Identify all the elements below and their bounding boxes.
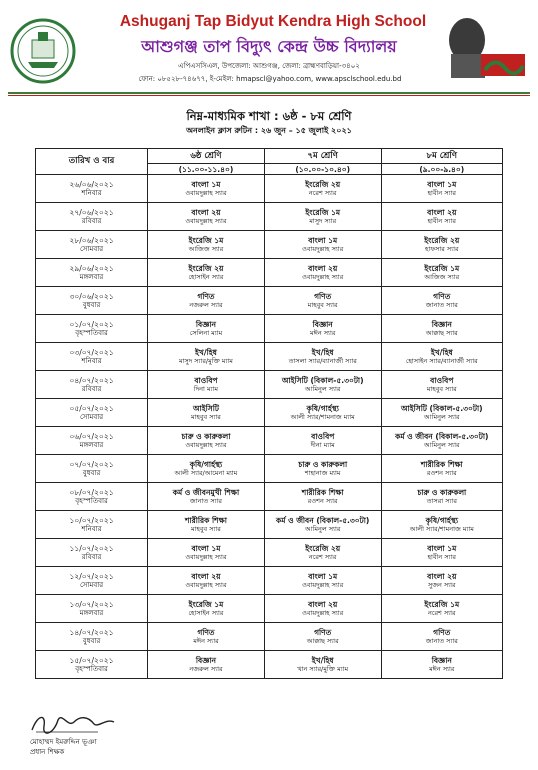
teacher-name: আক্কাছ স্যার: [306, 636, 339, 645]
subject-cell: [264, 231, 381, 259]
subject-cell: [381, 427, 502, 455]
subject-cell: [264, 371, 381, 399]
subject-name: বাংলা ২য়: [427, 207, 457, 217]
day-header-label: ও বার: [93, 156, 115, 166]
teacher-name: হোসাইন স্যার: [188, 608, 224, 617]
teacher-name: ওবায়দুল্লাহ স্যার: [185, 580, 227, 589]
subject-name: বাংলা ১ম: [427, 543, 457, 553]
subject-cell: [148, 175, 265, 203]
date-cell: [36, 567, 148, 595]
weekday-value: শনিবার: [81, 188, 102, 197]
teacher-name: শাহানাজ ম্যাম: [304, 468, 341, 477]
teacher-name: হাফসার স্যার: [425, 244, 459, 253]
teacher-name: খান স্যার/মুক্তি ম্যাম: [297, 664, 349, 673]
subject-name: কর্ম ও জীবনমুখী শিক্ষা: [172, 487, 240, 497]
subject-cell: [381, 455, 502, 483]
teacher-name: জানাত স্যার: [189, 496, 222, 505]
subject-name: শারীরিক শিক্ষা: [420, 459, 463, 469]
header-divider-accent: [8, 95, 530, 96]
routine-row: [36, 595, 503, 623]
routine-row: [36, 175, 503, 203]
teacher-name: নরেশ স্যার: [427, 608, 456, 617]
date-cell: [36, 203, 148, 231]
subject-cell: [381, 287, 502, 315]
weekday-value: রবিবার: [81, 216, 102, 225]
subject-cell: [264, 623, 381, 651]
weekday-value: বৃহস্পতিবার: [75, 328, 108, 337]
date-cell: [36, 371, 148, 399]
teacher-name: দীনা ম্যাম: [310, 440, 335, 449]
routine-row: [36, 483, 503, 511]
date-cell: [36, 175, 148, 203]
subject-name: ইংরেজি ২য়: [424, 235, 460, 245]
subject-cell: [264, 455, 381, 483]
subject-cell: [148, 287, 265, 315]
subject-name: বাংলা ২য়: [308, 263, 338, 273]
date-cell: [36, 623, 148, 651]
teacher-name: হোসাইন স্যার/ব্যানার্জী স্যার: [405, 356, 478, 365]
routine-row: [36, 651, 503, 679]
subject-cell: [264, 483, 381, 511]
section-title: নিম্ন-মাধ্যমিক শাখা : ৬ষ্ঠ - ৮ম শ্রেণি: [186, 109, 352, 123]
subject-name: আইসিটি: [192, 403, 219, 413]
subject-cell: [264, 427, 381, 455]
subject-name: বিজ্ঞান: [195, 319, 217, 329]
weekday-value: মঙ্গলবার: [79, 440, 104, 449]
teacher-name: ওবায়দুল্লাহ স্যার: [185, 440, 227, 449]
teacher-name: আমিনুল স্যার: [424, 412, 460, 421]
date-cell: [36, 315, 148, 343]
subject-name: বাংলা ২য়: [191, 207, 221, 217]
teacher-name: হাবীন স্যার: [427, 188, 456, 197]
subject-name: ইংরেজি ১ম: [424, 263, 460, 273]
teacher-name: মাহবুব স্যার: [307, 300, 338, 309]
subject-name: বাংলা ১ম: [308, 235, 338, 245]
teacher-name: আলী স্যার/শামনাজ ম্যাম: [290, 412, 355, 421]
teacher-name: আলী স্যার/শামনাজ ম্যাম: [409, 524, 474, 533]
weekday-value: মঙ্গলবার: [79, 272, 104, 281]
routine-body: [36, 175, 503, 679]
class-time: (১১.০০-১১.৪০): [148, 164, 265, 175]
date-value: ২৭/০৬/২০২১: [69, 207, 114, 217]
subject-cell: [264, 315, 381, 343]
routine-row: [36, 427, 503, 455]
subject-cell: [148, 203, 265, 231]
date-value: ১৪/০৭/২০২১: [69, 627, 114, 637]
routine-row: [36, 567, 503, 595]
teacher-name: মাহবুব স্যার: [191, 524, 221, 533]
subject-name: শারীরিক শিক্ষা: [185, 515, 227, 525]
class-header: ৮ম শ্রেণি: [381, 149, 502, 164]
teacher-name: ওবায়দুল্লাহ স্যার: [302, 580, 344, 589]
subject-cell: [381, 399, 502, 427]
subject-cell: [381, 203, 502, 231]
subject-cell: [381, 539, 502, 567]
subject-cell: [148, 399, 265, 427]
routine-row: [36, 539, 503, 567]
subject-cell: [148, 511, 265, 539]
teacher-name: ওবায়দুল্লাহ স্যার: [185, 188, 227, 197]
subject-name: ইখ/হিধ: [311, 347, 334, 357]
subject-cell: [148, 231, 265, 259]
subject-name: গণিত: [433, 291, 451, 301]
subject-cell: [148, 427, 265, 455]
subject-name: ইখ/হিধ: [195, 347, 217, 357]
date-value: ০৭/০৭/২০২১: [69, 459, 114, 469]
date-value: ১০/০৭/২০২১: [69, 515, 114, 525]
date-header-label: তারিখ: [68, 156, 91, 166]
subject-cell: [264, 287, 381, 315]
subject-name: ইখ/হিধ: [430, 347, 453, 357]
teacher-name: ওবায়দুল্লাহ স্যার: [185, 552, 227, 561]
weekday-value: সোমবার: [79, 244, 104, 253]
subject-name: কর্ম ও জীবন (বিকাল-৫.৩০টা): [395, 431, 489, 441]
teacher-name: সেলিনা ম্যাম: [189, 328, 223, 337]
teacher-name: সুজন স্যার: [427, 580, 456, 589]
routine-row: [36, 315, 503, 343]
weekday-value: শনিবার: [81, 524, 102, 533]
subject-name: বাওবিপ: [430, 375, 454, 385]
weekday-value: সোমবার: [79, 412, 104, 421]
subject-name: ইংরেজি ২য়: [305, 179, 341, 189]
subject-cell: [148, 455, 265, 483]
subject-cell: [381, 231, 502, 259]
subject-name: ইংরেজি ১ম: [188, 599, 224, 609]
subject-name: বাংলা ১ম: [427, 179, 457, 189]
subject-cell: [381, 623, 502, 651]
subject-name: বাংলা ২য়: [308, 599, 338, 609]
subject-name: ইংরেজি ২য়: [305, 543, 341, 553]
subject-name: ইংরেজি ১ম: [305, 207, 341, 217]
date-value: ৩০/০৬/২০২১: [69, 291, 114, 301]
subject-cell: [148, 651, 265, 679]
subject-cell: [381, 259, 502, 287]
teacher-name: মাসুদ স্যার: [309, 216, 337, 225]
subject-name: ইংরেজি ১ম: [424, 599, 460, 609]
subject-name: বাওবিপ: [311, 431, 335, 441]
subject-name: গণিত: [197, 627, 215, 637]
subject-cell: [264, 651, 381, 679]
date-cell: [36, 539, 148, 567]
date-cell: [36, 427, 148, 455]
subject-name: বাংলা ২য়: [427, 571, 457, 581]
subject-name: চারু ও কারুকলা: [298, 459, 348, 469]
subject-name: ইখ/হিধ: [311, 655, 334, 665]
teacher-name: ওবায়দুল্লাহ স্যার: [185, 216, 227, 225]
subject-cell: [264, 567, 381, 595]
class-time: (১০.০০-১০.৪০): [264, 164, 381, 175]
routine-row: [36, 399, 503, 427]
teacher-name: আলী স্যার/আমেনা ম্যাম: [174, 468, 238, 477]
date-cell: [36, 399, 148, 427]
subject-cell: [381, 511, 502, 539]
date-cell: [36, 343, 148, 371]
date-cell: [36, 455, 148, 483]
teacher-name: ওবায়দুল্লাহ স্যার: [302, 608, 344, 617]
routine-row: [36, 231, 503, 259]
date-cell: [36, 483, 148, 511]
weekday-value: বৃহস্পতিবার: [75, 664, 108, 673]
subject-cell: [148, 483, 265, 511]
routine-period: অনলাইন ক্লাস রুটিন : ২৬ জুন – ১৫ জুলাই ২০২১: [186, 126, 352, 135]
subject-cell: [381, 651, 502, 679]
date-cell: [36, 259, 148, 287]
teacher-name: মাসুদ স্যার/মুক্তি ম্যাম: [178, 356, 233, 365]
subject-cell: [264, 259, 381, 287]
teacher-name: নরেশ স্যার: [308, 188, 337, 197]
routine-row: [36, 511, 503, 539]
date-value: ০৮/০৭/২০২১: [69, 487, 114, 497]
school-name-english: Ashuganj Tap Bidyut Kendra High School: [119, 13, 427, 30]
subject-name: গণিত: [314, 291, 332, 301]
subject-cell: [381, 371, 502, 399]
teacher-name: জানাত স্যার: [425, 300, 458, 309]
date-value: ১৩/০৭/২০২১: [69, 599, 114, 609]
subject-cell: [264, 539, 381, 567]
subject-cell: [264, 343, 381, 371]
subject-name: চারু ও কারুকলা: [181, 431, 231, 441]
teacher-name: তাসরা স্যার: [426, 496, 457, 505]
class-header: ৬ষ্ঠ শ্রেণি: [148, 149, 265, 164]
teacher-name: আজিজ স্যার: [188, 244, 224, 253]
teacher-name: নজরুল স্যার: [189, 664, 223, 673]
teacher-name: নরেশ স্যার: [308, 552, 337, 561]
portrait-emblem-icon: [437, 10, 529, 80]
teacher-name: মঈন স্যার: [429, 664, 455, 673]
weekday-value: শনিবার: [81, 356, 102, 365]
school-address: এপিএসসিএল, উপজেলা: আশুগঞ্জ, জেলা: ব্রাহ্মণবাড়িয়া-৩৪০২: [178, 62, 360, 70]
headmaster-signature-icon: [28, 710, 118, 736]
subject-cell: [264, 595, 381, 623]
date-value: ২৯/০৬/২০২১: [69, 263, 114, 273]
subject-cell: [264, 203, 381, 231]
school-header: [0, 0, 538, 100]
subject-cell: [148, 371, 265, 399]
teacher-name: হাবীন স্যার: [427, 552, 456, 561]
subject-name: বিজ্ঞান: [312, 319, 333, 329]
teacher-name: হাবীন স্যার: [427, 216, 456, 225]
weekday-value: রবিবার: [81, 384, 102, 393]
weekday-value: সোমবার: [79, 580, 104, 589]
subject-name: আইসিটি (বিকাল-৫.৩০টা): [400, 403, 483, 413]
school-contact: ফোন: ০৮৫২৮-৭৪৬৭৭, ই-মেইল: hmapscl@yahoo.com, www.apsclschool.edu.bd: [138, 75, 402, 83]
subject-name: কৃষি/গার্হস্থ্য: [425, 515, 458, 525]
school-name-bengali: আশুগঞ্জ তাপ বিদ্যুৎ কেন্দ্র উচ্চ বিদ্যালয়: [141, 37, 397, 56]
headmaster-title: প্রধান শিক্ষক: [30, 748, 65, 756]
subject-cell: [148, 259, 265, 287]
subject-name: চারু ও কারুকলা: [417, 487, 467, 497]
subject-name: গণিত: [197, 291, 215, 301]
class-routine-table: [35, 148, 503, 679]
subject-name: ইংরেজি ১ম: [188, 235, 224, 245]
date-value: ১১/০৭/২০২১: [69, 543, 114, 553]
subject-name: বাওবিপ: [194, 375, 218, 385]
teacher-name: আজিজ স্যার: [424, 272, 460, 281]
date-value: ২৬/০৬/২০২১: [69, 179, 114, 189]
date-value: ০১/০৭/২০২১: [69, 319, 114, 329]
teacher-name: রওশন স্যার: [426, 468, 457, 477]
subject-cell: [264, 175, 381, 203]
date-value: ০৪/০৭/২০২১: [69, 375, 114, 385]
routine-row: [36, 343, 503, 371]
subject-name: বাংলা ১ম: [191, 543, 221, 553]
subject-cell: [148, 595, 265, 623]
subject-cell: [148, 623, 265, 651]
header-divider: [8, 92, 530, 94]
class-header: ৭ম শ্রেণি: [264, 149, 381, 164]
teacher-name: মঈন স্যার: [193, 636, 219, 645]
subject-name: বিজ্ঞান: [431, 655, 452, 665]
subject-cell: [148, 343, 265, 371]
weekday-value: মঙ্গলবার: [79, 608, 104, 617]
teacher-name: আমিনুল স্যার: [424, 440, 460, 449]
date-cell: [36, 595, 148, 623]
subject-name: কৃষি/গার্হস্থ্য: [306, 403, 339, 413]
teacher-name: দিনা ম্যাম: [193, 384, 218, 393]
teacher-name: ওবায়দুল্লাহ স্যার: [302, 244, 344, 253]
date-cell: [36, 231, 148, 259]
subject-name: ইংরেজি ২য়: [188, 263, 224, 273]
date-value: ০৫/০৭/২০২১: [69, 403, 114, 413]
subject-cell: [264, 511, 381, 539]
date-value: ১৫/০৭/২০২১: [69, 655, 114, 665]
subject-cell: [148, 567, 265, 595]
subject-name: বাংলা ১ম: [308, 571, 338, 581]
routine-row: [36, 623, 503, 651]
subject-name: গণিত: [314, 627, 332, 637]
teacher-name: হোসাইন স্যার: [188, 272, 224, 281]
subject-cell: [381, 343, 502, 371]
teacher-name: মাহবুব স্যার: [426, 384, 457, 393]
subject-cell: [381, 315, 502, 343]
weekday-value: বুধবার: [82, 468, 101, 477]
date-value: ১২/০৭/২০২১: [69, 571, 114, 581]
subject-name: বিজ্ঞান: [431, 319, 452, 329]
teacher-name: আমিনুল স্যার: [304, 384, 341, 393]
teacher-name: রওশন স্যার: [307, 496, 338, 505]
subject-name: শারীরিক শিক্ষা: [301, 487, 344, 497]
teacher-name: নজরুল স্যার: [189, 300, 223, 309]
school-logo-icon: [10, 18, 76, 84]
routine-row: [36, 203, 503, 231]
weekday-value: বুধবার: [82, 300, 101, 309]
subject-name: বিজ্ঞান: [195, 655, 217, 665]
routine-row: [36, 371, 503, 399]
headmaster-name: মোহাম্মদ ইমরুদ্দিন ভূঞা: [30, 738, 97, 746]
date-value: ০৬/০৭/২০২১: [69, 431, 114, 441]
date-cell: [36, 287, 148, 315]
class-time: (৯.০০-৯.৪০): [381, 164, 502, 175]
date-cell: [36, 651, 148, 679]
teacher-name: আমিনুল স্যার: [304, 524, 341, 533]
subject-name: কৃষি/গার্হস্থ্য: [189, 459, 223, 469]
date-cell: [36, 511, 148, 539]
date-day-header: [36, 149, 148, 175]
subject-name: গণিত: [433, 627, 451, 637]
teacher-name: মাহবুব স্যার: [191, 412, 221, 421]
teacher-name: ওবায়দুল্লাহ স্যার: [302, 272, 344, 281]
routine-row: [36, 455, 503, 483]
teacher-name: তাসলা স্যার/ব্যানার্জী স্যার: [288, 356, 357, 365]
subject-cell: [148, 315, 265, 343]
weekday-value: রবিবার: [81, 552, 102, 561]
subject-cell: [381, 567, 502, 595]
date-value: ০৩/০৭/২০২১: [69, 347, 114, 357]
weekday-value: বৃহস্পতিবার: [75, 496, 108, 505]
routine-row: [36, 259, 503, 287]
teacher-name: জানাত স্যার: [425, 636, 458, 645]
subject-cell: [381, 483, 502, 511]
teacher-name: আক্কাছ স্যার: [425, 328, 458, 337]
subject-cell: [381, 175, 502, 203]
subject-cell: [148, 539, 265, 567]
subject-cell: [381, 595, 502, 623]
subject-name: বাংলা ১ম: [191, 179, 221, 189]
date-value: ২৮/০৬/২০২১: [69, 235, 114, 245]
subject-name: আইসিটি (বিকাল-৫.৩০টা): [281, 375, 364, 385]
subject-name: বাংলা ২য়: [191, 571, 221, 581]
subject-name: কর্ম ও জীবন (বিকাল-৫.৩০টা): [276, 515, 370, 525]
weekday-value: বুধবার: [82, 636, 101, 645]
subject-cell: [264, 399, 381, 427]
routine-row: [36, 287, 503, 315]
teacher-name: মঈন স্যার: [309, 328, 336, 337]
